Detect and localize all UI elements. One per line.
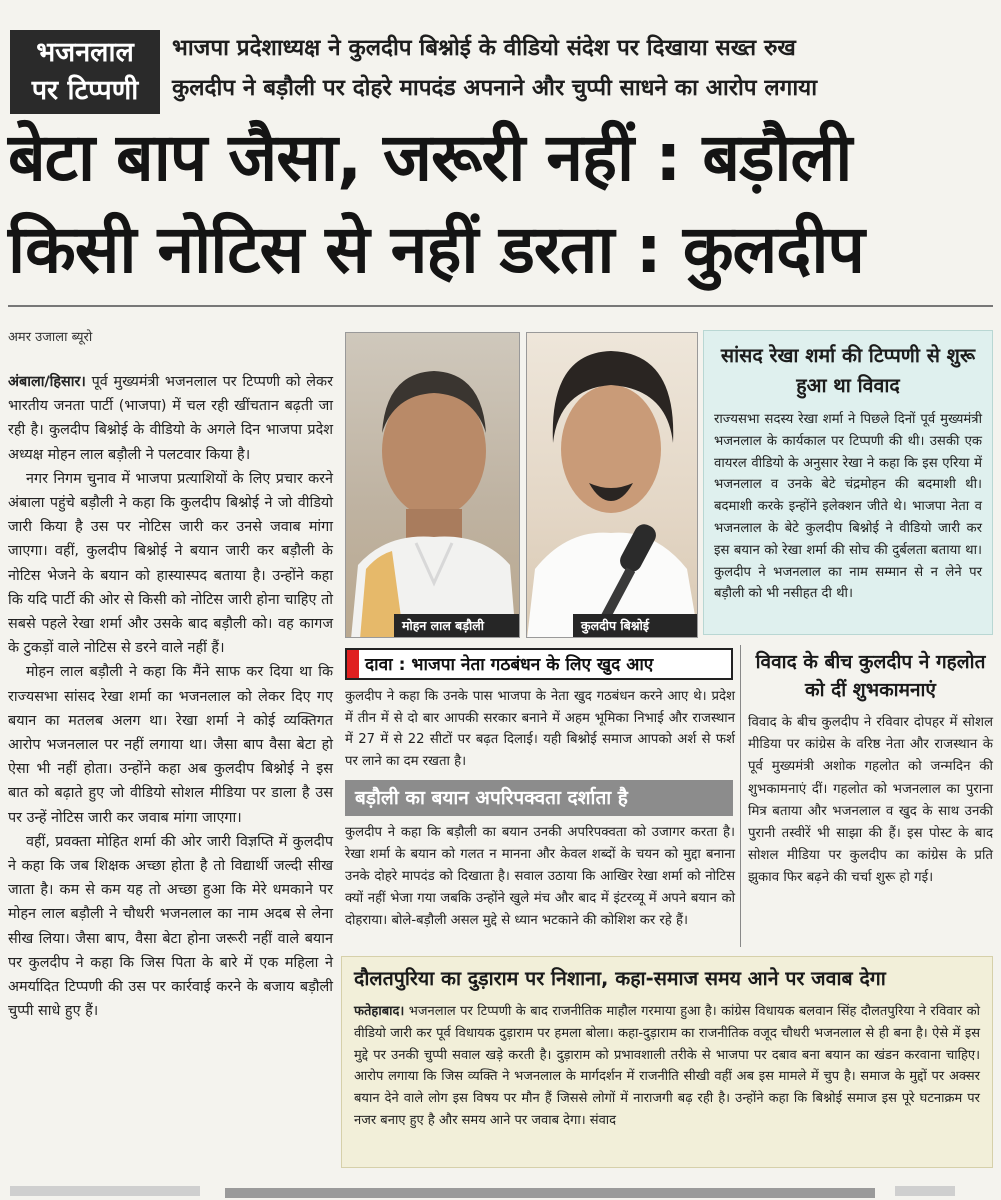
cut-off-bar-middle: [225, 1188, 875, 1198]
byline: अमर उजाला ब्यूरो: [8, 330, 93, 345]
cut-off-text-left: [10, 1186, 200, 1196]
topic-tag-line2: पर टिप्पणी: [31, 75, 139, 106]
photo-caption-2: कुलदीप बिश्नोई: [573, 614, 697, 637]
main-paragraph-3: मोहन लाल बड़ौली ने कहा कि मैंने साफ कर दिया था कि राज्यसभा सांसद रेखा शर्मा का भजनलाल को लेकर दिए गए बयान का मतलब अलग था। रेखा शर्मा ने कोई व्यक्तिगत आरोप भजनलाल पर नहीं लगाया था। जैसा बाप वैसा बेटा हो ऐसा भी नहीं होता। उन्होंने कहा अब कुलदीप बिश्नोई ने इस बात को बढ़ाते हुए जो वीडियो सोशल मीडिया पर डाला है उस पर उन्हें नोटिस जारी कर जवाब मांगा जाएगा।: [8, 664, 333, 826]
portrait-placeholder-2: [527, 333, 698, 638]
bottom-story-text: भजनलाल पर टिप्पणी के बाद राजनीतिक माहौल गरमाया हुआ है। कांग्रेस विधायक बलवान सिंह दौलतपुरिया ने रविवार को वीडियो जारी कर पूर्व विधायक दुड़ाराम पर हमला बोला। कहा-दुड़ाराम का राजनीतिक वजूद चौधरी भजनलाल से ही बना है। ऐसे में इस मुद्दे पर उनकी चुप्पी सवाल खड़े करती है। दुड़ाराम को प्रभावशाली तरीके से भाजपा पर दबाव बना बयान का खंडन करवाना चाहिए। आरोप लगाया कि जिस व्यक्ति ने भजनलाल के मार्गदर्शन में राजनीति सीखी वहीं अब इस मामले में चुप है। समाज के मुद्दों पर अक्सर बयान देने वाले लोग इस विषय पर मौन हैं जिससे लोगों में नाराजगी बढ़ रही है। उन्होंने कहा कि बिश्नोई समाज इस पूरे घटनाक्रम पर नजर बनाए हुए है और समय आने पर जवाब देगा। संवाद: [354, 1004, 980, 1128]
main-paragraph-2: नगर निगम चुनाव में भाजपा प्रत्याशियों के लिए प्रचार करने अंबाला पहुंचे बड़ौली ने कहा कि कुलदीप बिश्नोई ने जो वीडियो जारी किया है उस पर नोटिस जारी कर उनसे जवाब मांगा जाएगा। वहीं, कुलदीप बिश्नोई ने बयान जारी कर बड़ौली के नोटिस भेजने के बयान को हास्यास्पद बताया है। उन्होंने कहा कि यदि पार्टी की ओर से किसी को नोटिस जारी होना चाहिए तो सबसे पहले रेखा शर्मा और उसके बाद बड़ौली को। वह कागज के टुकड़ों वाले नोटिस से डरने वाले नहीं हैं।: [8, 470, 333, 657]
portrait-placeholder-1: [346, 333, 520, 638]
main-paragraph-4: वहीं, प्रवक्ता मोहित शर्मा की ओर जारी विज्ञप्ति में कुलदीप ने कहा कि जब शिक्षक अच्छा होता है तो विद्यार्थी जल्दी सीख जाता है। कम से कम यह तो अच्छा हुआ कि मेरे धमकाने पर मोहन लाल बड़ौली ने चौधरी भजनलाल का नाम अदब से लेना सीख लिया। जैसा बाप, वैसा बेटा होना जरूरी नहीं वाले बयान पर कुलदीप ने कहा कि जिस पिता के बारे में एक महिला ने अमर्यादित टिप्पणी की उस पर कार्रवाई करने के बजाय बड़ौली चुप्पी साधे हुए हैं।: [8, 833, 333, 1020]
claim-heading-accent: [347, 650, 359, 678]
bottom-story-dateline: फतेहाबाद।: [354, 1004, 405, 1019]
cut-off-text-right: [895, 1186, 955, 1196]
main-paragraph-1: [8, 370, 333, 467]
topic-tag: [10, 30, 160, 114]
column-divider: [740, 645, 741, 947]
bottom-story: [341, 956, 993, 1168]
statement-heading: बड़ौली का बयान अपरिपक्वता दर्शाता है: [345, 780, 733, 816]
strapline-2: कुलदीप ने बड़ौली पर दोहरे मापदंड अपनाने और चुप्पी साधने का आरोप लगाया: [172, 75, 818, 101]
headline-1: बेटा बाप जैसा, जरूरी नहीं : बड़ौली: [8, 119, 852, 196]
sidebar-story: [703, 330, 993, 635]
claim-heading: [345, 648, 733, 680]
headline-2: किसी नोटिस से नहीं डरता : कुलदीप: [8, 211, 864, 288]
claim-body: कुलदीप ने कहा कि उनके पास भाजपा के नेता खुद गठबंधन करने आए थे। प्रदेश में तीन में से दो बार आपकी सरकार बनाने में अहम भूमिका निभाई और राजस्थान में 27 में से 22 सीटों पर बढ़त दिलाई। यही बिश्नोई समाज आपको अर्श से फर्श पर लाने का दम रखता है।: [345, 689, 735, 769]
strapline: [172, 28, 997, 108]
bottom-story-body: [354, 1001, 980, 1132]
gehlot-story-title: विवाद के बीच कुलदीप ने गहलोत को दीं शुभकामनाएं: [755, 651, 986, 701]
gehlot-story-body: विवाद के बीच कुलदीप ने रविवार दोपहर में सोशल मीडिया पर कांग्रेस के वरिष्ठ नेता और राजस्थान के पूर्व मुख्यमंत्री अशोक गहलोत को जन्मदिन की शुभकामनाएं दीं। गहलोत को भजनलाल का पुराना मित्र बताया और भजनलाल व खुद के साथ उनकी पुरानी तस्वीरें भी साझा की हैं। इस पोस्ट के बाद सोशल मीडिया पर कुलदीप का कांग्रेस के प्रति झुकाव फिर बढ़ने की चर्चा शुरू हो गई।: [748, 715, 993, 886]
sidebar-story-title: सांसद रेखा शर्मा की टिप्पणी से शुरू हुआ था विवाद: [720, 344, 976, 397]
statement-body: कुलदीप ने कहा कि बड़ौली का बयान उनकी अपरिपक्वता को उजागर करता है। रेखा शर्मा के बयान को गलत न मानना और केवल शब्दों के चयन को मुद्दा बनाना उनके दोहरे मापदंड को दिखाता है। सवाल उठाया कि आखिर रेखा शर्मा को नोटिस क्यों नहीं भेजा गया जबकि उन्होंने खुले मंच और बाद में इंटरव्यू में अपने बयान को दोहराया। बोले-बड़ौली असल मुद्दे से ध्यान भटकाने की कोशिश कर रहे हैं।: [345, 825, 735, 928]
dateline: अंबाला/हिसार।: [8, 374, 86, 390]
main-paragraph-1-text: पूर्व मुख्यमंत्री भजनलाल पर टिप्पणी को लेकर भारतीय जनता पार्टी (भाजपा) में चल रही खींचतान बढ़ती जा रही है। कुलदीप बिश्नोई के वीडियो के अगले दिन भाजपा प्रदेश अध्यक्ष मोहन लाल बड़ौली ने पलटवार किया है।: [8, 374, 333, 463]
bottom-story-title: दौलतपुरिया का दुड़ाराम पर निशाना, कहा-समाज समय आने पर जवाब देगा: [354, 967, 886, 990]
photo-caption-1: मोहन लाल बड़ौली: [394, 614, 519, 637]
cut-off-next-story: [0, 1186, 1001, 1200]
claim-heading-text: दावा : भाजपा नेता गठबंधन के लिए खुद आए: [365, 654, 654, 675]
sidebar-story-body: राज्यसभा सदस्य रेखा शर्मा ने पिछले दिनों पूर्व मुख्यमंत्री भजनलाल के कार्यकाल पर टिप्पणी की थी। उसकी एक वायरल वीडियो के अनुसार रेखा ने कहा कि इस एरिया में भजनलाल व उनके बेटे चंद्रमोहन की बदमाशी थी। बदमाशी करके इन्होंने इलेक्शन जीते थे। भाजपा नेता व भजनलाल के बेटे कुलदीप बिश्नोई ने वीडियो जारी कर इस बयान को रेखा शर्मा की सोच की दुर्बलता बताया था। कुलदीप ने भजनलाल का नाम सम्मान से न लेने पर बड़ौली को भी नसीहत दी थी।: [714, 412, 982, 602]
main-story: [8, 370, 333, 1023]
headline-rule: [8, 305, 993, 307]
photo-kuldeep-bishnoi: [526, 332, 698, 638]
strapline-1: भाजपा प्रदेशाध्यक्ष ने कुलदीप बिश्नोई के वीडियो संदेश पर दिखाया सख्त रुख: [172, 35, 796, 61]
photo-mohan-lal-badoli: [345, 332, 520, 638]
topic-tag-line1: भजनलाल: [36, 37, 134, 68]
